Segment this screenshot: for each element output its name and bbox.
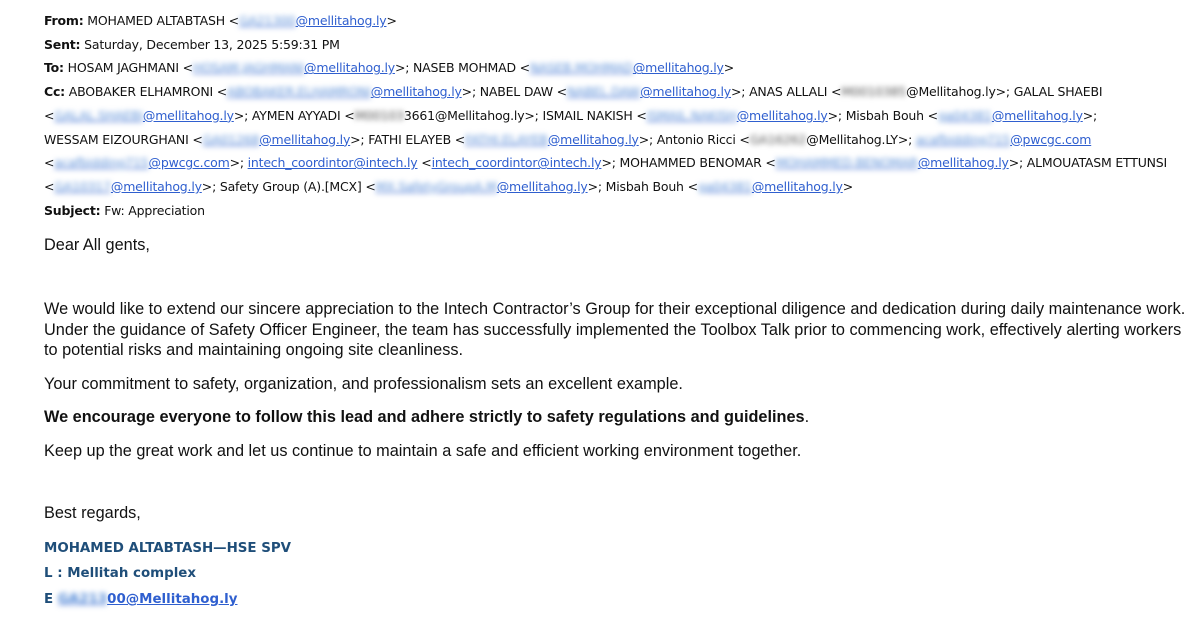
cc-label: Cc: <box>44 84 65 100</box>
subject-row <box>44 199 1194 223</box>
to-row: To: HOSAM JAGHMANI <HOSAM.JAGHMANI@mellitahog.ly>; NASEB MOHMAD <NASEB.MOHMAD@mellitahog.ly> <box>44 60 735 76</box>
greeting: Dear All gents, <box>44 236 150 255</box>
cc-email[interactable]: M0010385@Mellitahog.ly <box>841 84 996 100</box>
cc-email[interactable]: ABOBAKER.ELHAMRONI@mellitahog.ly <box>227 84 462 100</box>
email-view <box>44 9 1194 610</box>
cc-email[interactable]: intech_coordintor@intech.ly <box>247 155 418 171</box>
paragraph-keep-up: Keep up the great work and let us continue to maintain a safe and efficient working environment together. <box>44 441 802 460</box>
closing: Best regards, <box>44 504 141 523</box>
cc-email[interactable]: ga04381@mellitahog.ly <box>937 107 1083 123</box>
email-header <box>44 9 1194 222</box>
cc-email[interactable]: NABEL.DAW@mellitahog.ly <box>566 84 732 100</box>
cc-email[interactable]: acafbidding715@pwcgc.com <box>54 155 230 171</box>
paragraph-appreciation: We would like to extend our sincere appreciation to the Intech Contractor’s Group for their exceptional diligence and dedication during daily maintenance work. Under the guidance of Safety Officer Engineer, the team has successfully implemented the Toolbox Talk prior to commencing work, effectively alerting workers to potential risks and maintaining ongoing site cleanliness. <box>44 299 1186 360</box>
cc-email[interactable]: GA16262@Mellitahog.LY <box>749 131 898 147</box>
signature-location: L : Mellitah complex <box>44 566 197 582</box>
signature <box>44 539 1194 610</box>
signature-email-row: E GA21300@Mellitahog.ly <box>44 592 238 608</box>
cc-email[interactable]: FATHI.ELAYEB@mellitahog.ly <box>465 131 639 147</box>
cc-email[interactable]: ISMAIL.NAKISH@mellitahog.ly <box>646 107 828 123</box>
cc-row: Cc: ABOBAKER ELHAMRONI <ABOBAKER.ELHAMRONI@mellitahog.ly>; NABEL DAW <NABEL.DAW@mellitahog.ly>; ANAS ALLALI <M0010385@Mellitahog.ly>; GALAL SHAEBI <GALAL.SHAEBI@mellitahog.ly>; AYMEN AYYADI <M001033661@Mellitahog.ly>; ISMAIL NAKISH <ISMAIL.NAKISH@mellitahog.ly>; Misbah Bouh <ga04381@mellitahog.ly>; WESSAM EIZOURGHANI <GA01268@mellitahog.ly>; FATHI ELAYEB <FATHI.ELAYEB@mellitahog.ly>; Antonio Ricci <GA16262@Mellitahog.LY>; acafbidding715@pwcgc.com <acafbidding715@pwcgc.com>; intech_coordintor@intech.ly <intech_coordintor@intech.ly>; MOHAMMED BENOMAR <MOHAMMED.BENOMAR@mellitahog.ly>; ALMOUATASM ETTUNSI <GA10317@mellitahog.ly>; Safety Group (A).[MCX] <MX.SafetyGroupA.M@mellitahog.ly>; Misbah Bouh <ga04381@mellitahog.ly> <box>44 84 1168 194</box>
to-label: To: <box>44 60 64 76</box>
subject-value: Fw: Appreciation <box>104 202 205 218</box>
cc-email[interactable]: acafbidding715@pwcgc.com <box>915 131 1092 147</box>
from-row: From: MOHAMED ALTABTASH <GA21300@mellitahog.ly> <box>44 13 397 28</box>
recipient-email[interactable]: NASEB.MOHMAD@mellitahog.ly <box>529 60 724 76</box>
from-email[interactable]: GA21300@mellitahog.ly <box>238 13 387 28</box>
cc-email[interactable]: ga04381@mellitahog.ly <box>697 178 843 194</box>
signature-email-link[interactable]: GA21300@Mellitahog.ly <box>57 592 238 608</box>
paragraph-encourage: We encourage everyone to follow this lead and adhere strictly to safety regulations and guidelines. <box>44 408 810 427</box>
sent-label: Sent: <box>44 36 81 52</box>
cc-email[interactable]: MOHAMMED.BENOMAR@mellitahog.ly <box>775 155 1009 171</box>
from-label: From: <box>44 13 84 28</box>
cc-email[interactable]: GA10317@mellitahog.ly <box>54 178 202 194</box>
recipient-email[interactable]: HOSAM.JAGHMANI@mellitahog.ly <box>192 60 395 76</box>
subject-label: Subject: <box>44 202 101 218</box>
sent-row <box>44 33 1194 57</box>
cc-email[interactable]: MX.SafetyGroupA.M@mellitahog.ly <box>375 178 588 194</box>
email-body <box>44 235 1194 524</box>
cc-email[interactable]: GALAL.SHAEBI@mellitahog.ly <box>54 107 234 123</box>
sent-value: Saturday, December 13, 2025 5:59:31 PM <box>84 36 340 52</box>
signature-name: MOHAMED ALTABTASH—HSE SPV <box>44 541 292 557</box>
cc-email[interactable]: intech_coordintor@intech.ly <box>431 155 602 171</box>
cc-email[interactable]: M001033661@Mellitahog.ly <box>354 107 525 123</box>
paragraph-commitment: Your commitment to safety, organization, and professionalism sets an excellent example. <box>44 374 683 393</box>
cc-email[interactable]: GA01268@mellitahog.ly <box>202 131 351 147</box>
from-name: MOHAMED ALTABTASH <box>87 13 225 28</box>
